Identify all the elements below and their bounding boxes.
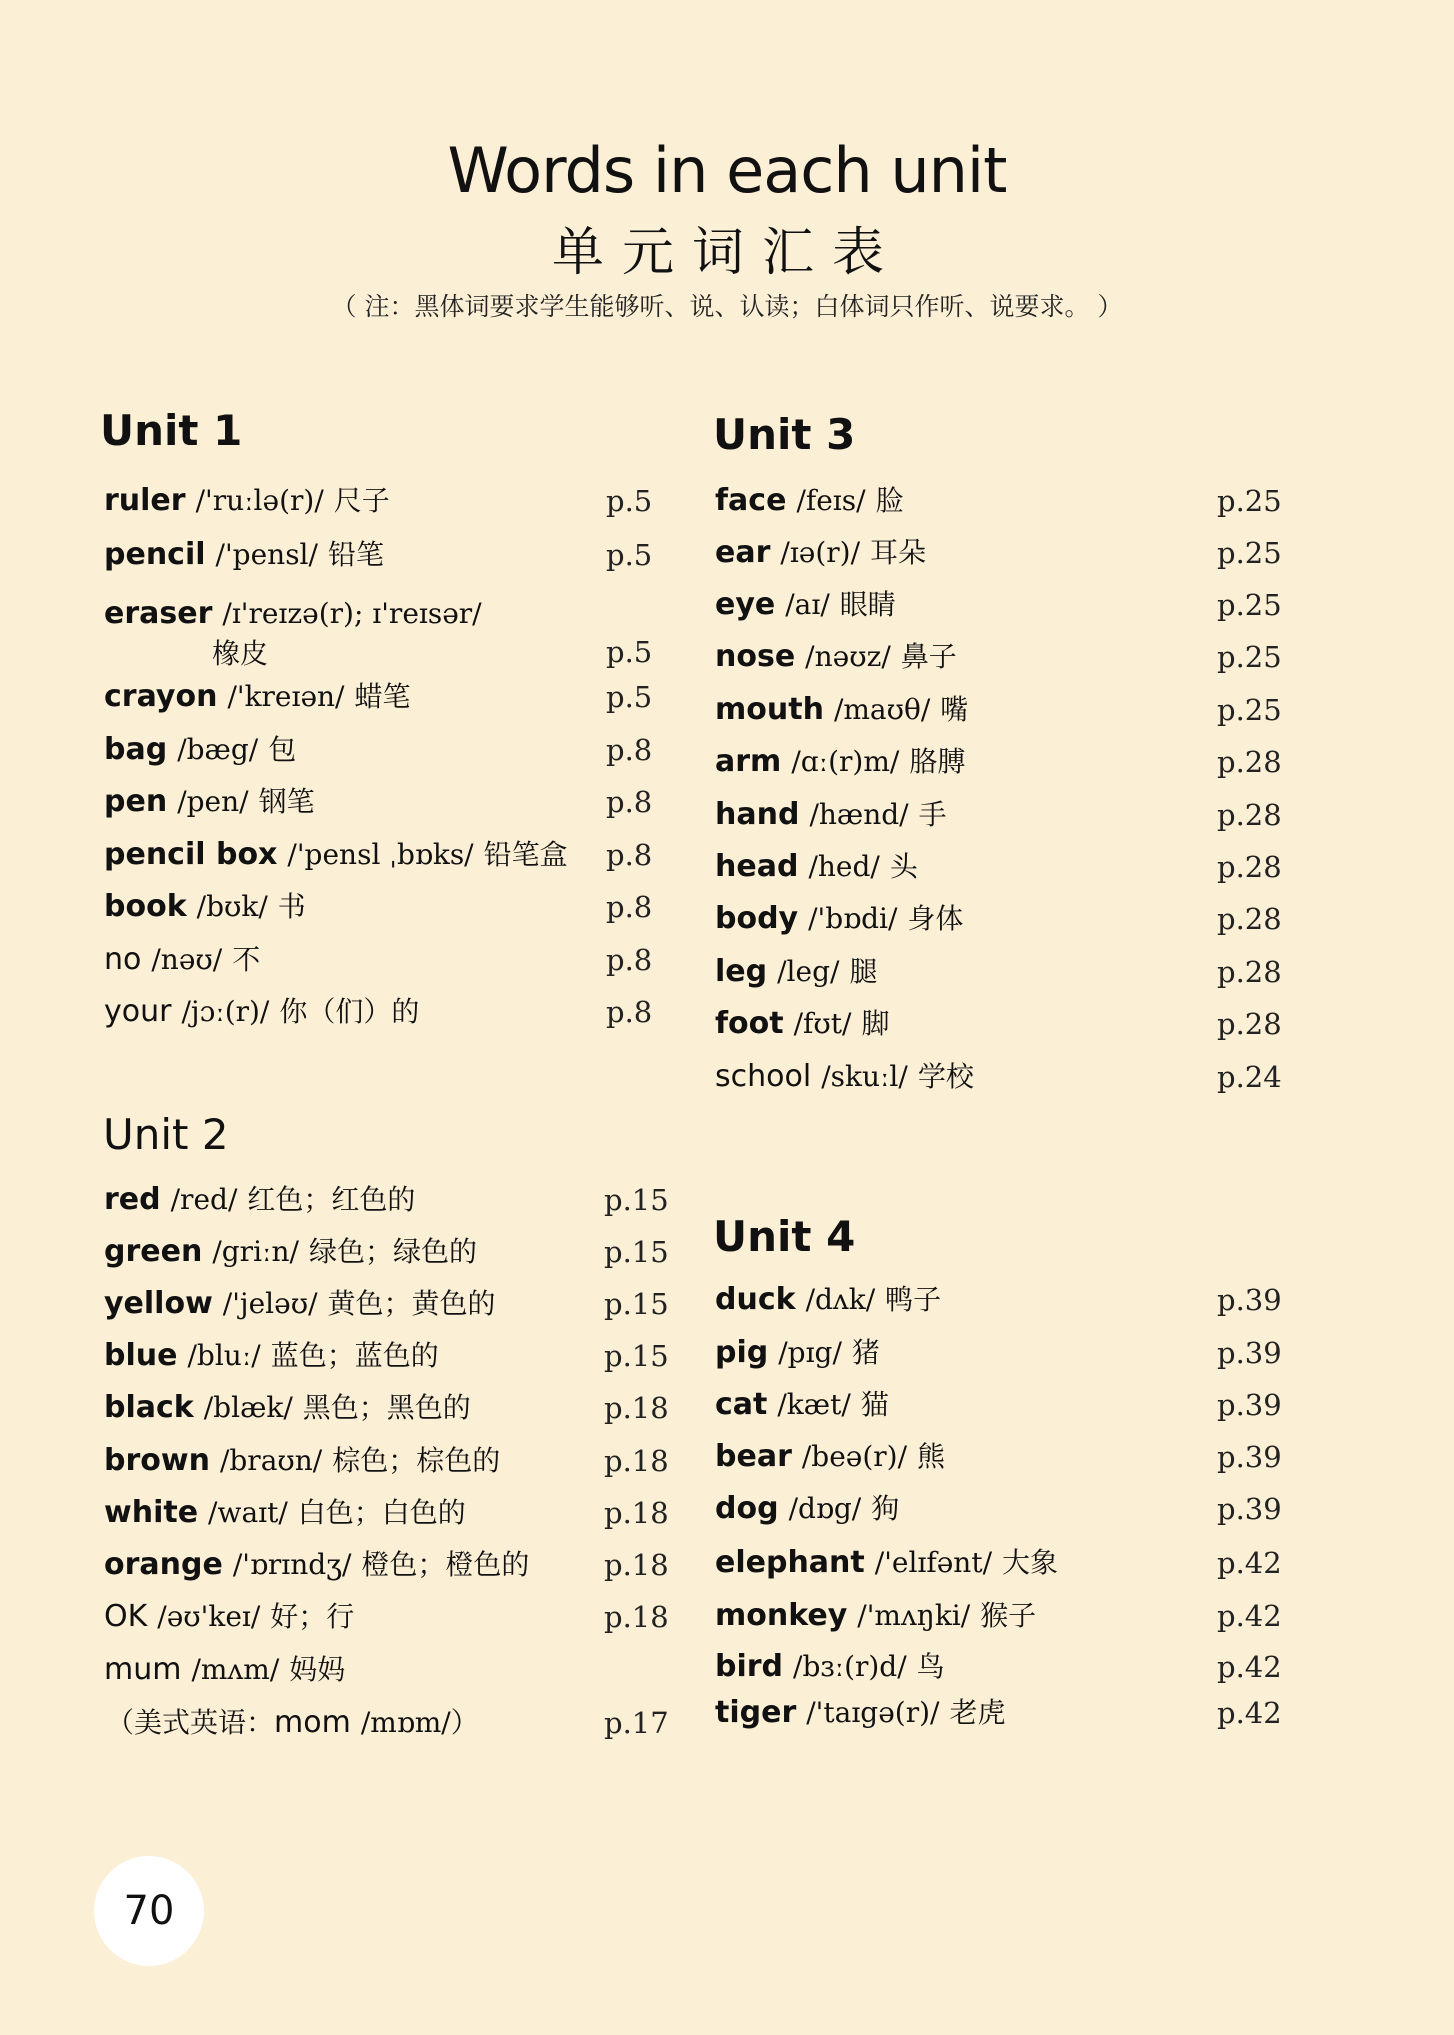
vocab-phonetic: /pɪg/ xyxy=(778,1336,842,1369)
list-item xyxy=(104,1441,684,1481)
vocab-phonetic: /hænd/ xyxy=(809,798,909,831)
list-item xyxy=(715,899,1282,939)
vocab-word: OK xyxy=(104,1599,148,1634)
list-item xyxy=(104,1388,684,1428)
vocab-meaning: 包 xyxy=(268,733,297,766)
page-subtitle: 单元词汇表 xyxy=(551,223,902,283)
vocab-phonetic: /blæk/ xyxy=(203,1391,293,1424)
vocab-meaning: 妈妈 xyxy=(289,1653,346,1686)
vocab-phonetic: /dʌk/ xyxy=(805,1283,876,1316)
list-item xyxy=(104,1336,684,1376)
vocab-word: mum xyxy=(104,1652,182,1687)
vocab-word: foot xyxy=(715,1006,784,1041)
vocab-word: head xyxy=(715,849,799,884)
list-item xyxy=(104,535,664,575)
list-item xyxy=(104,1597,684,1637)
unit-4-heading: Unit 4 xyxy=(713,1212,856,1261)
vocab-phonetic: /nəʊz/ xyxy=(805,640,891,673)
vocab-phonetic: /fʊt/ xyxy=(793,1007,852,1040)
vocab-page-ref: p.28 xyxy=(1217,850,1282,884)
vocab-phonetic: /hed/ xyxy=(808,850,880,883)
vocab-phonetic: /mʌm/ xyxy=(191,1653,280,1686)
vocab-word: cat xyxy=(715,1387,768,1422)
vocab-page-ref: p.39 xyxy=(1217,1492,1282,1526)
vocab-page-ref: p.8 xyxy=(606,733,653,767)
vocab-page-ref: p.18 xyxy=(604,1391,669,1425)
vocab-phonetic: /dɒg/ xyxy=(788,1492,862,1525)
list-item xyxy=(715,1693,1282,1733)
vocab-word: your xyxy=(104,994,172,1029)
vocab-word: crayon xyxy=(104,679,218,714)
vocab-word: face xyxy=(715,483,787,518)
vocab-meaning: 蓝色；蓝色的 xyxy=(270,1339,439,1372)
vocab-phonetic: /nəʊ/ xyxy=(151,943,223,976)
vocab-phonetic: /beə(r)/ xyxy=(801,1440,908,1473)
vocab-meaning: 橡皮 xyxy=(212,637,269,670)
vocab-page-ref: p.42 xyxy=(1217,1696,1282,1730)
vocab-word: pen xyxy=(104,784,168,819)
list-item xyxy=(104,1180,684,1220)
vocab-phonetic: /'bɒdi/ xyxy=(808,902,898,935)
vocab-phonetic: /'ruːlə(r)/ xyxy=(195,484,324,517)
vocab-meaning: 头 xyxy=(889,850,918,883)
vocab-word: eraser xyxy=(104,596,213,631)
vocab-word: mouth xyxy=(715,692,824,727)
list-item xyxy=(715,1543,1282,1583)
vocab-phonetic: /pen/ xyxy=(177,785,249,818)
vocab-page-ref: p.25 xyxy=(1217,588,1282,622)
page-number: 70 xyxy=(94,1856,204,1966)
vocab-word: dog xyxy=(715,1491,779,1526)
vocab-word: white xyxy=(104,1495,199,1530)
vocab-page-ref: p.28 xyxy=(1217,745,1282,779)
vocab-word: brown xyxy=(104,1443,210,1478)
vocab-word: green xyxy=(104,1234,203,1269)
vocab-page-ref: p.39 xyxy=(1217,1283,1282,1317)
vocab-phonetic: /'pensl/ xyxy=(215,538,318,571)
vocab-phonetic: /bɜː(r)d/ xyxy=(793,1650,907,1683)
list-item xyxy=(104,992,664,1032)
list-item xyxy=(715,690,1282,730)
list-item xyxy=(715,1333,1282,1373)
vocab-meaning: 狗 xyxy=(871,1492,900,1525)
vocab-page-ref: p.18 xyxy=(604,1548,669,1582)
vocab-meaning: 耳朵 xyxy=(870,536,927,569)
list-item xyxy=(104,835,664,875)
vocab-meaning: 白色；白色的 xyxy=(297,1496,466,1529)
vocab-meaning: 铅笔盒 xyxy=(483,838,568,871)
vocab-word: pencil box xyxy=(104,837,278,872)
vocab-meaning: 腿 xyxy=(849,955,878,988)
vocab-page-ref: p.15 xyxy=(604,1287,669,1321)
vocab-page-ref: p.5 xyxy=(606,635,653,669)
vocab-meaning: 鸭子 xyxy=(885,1283,942,1316)
vocab-page-ref: p.39 xyxy=(1217,1440,1282,1474)
vocab-meaning: 脚 xyxy=(861,1007,890,1040)
list-item xyxy=(104,677,664,717)
unit-2-heading: Unit 2 xyxy=(103,1110,229,1159)
vocab-word: book xyxy=(104,889,187,924)
usage-note: （ 注：黑体词要求学生能够听、说、认读；白体词只作听、说要求。 ） xyxy=(331,292,1123,321)
vocab-phonetic: /'kreɪən/ xyxy=(227,680,345,713)
vocab-meaning: 学校 xyxy=(917,1060,974,1093)
vocab-meaning: 老虎 xyxy=(949,1696,1006,1729)
vocab-meaning: 绿色；绿色的 xyxy=(308,1235,477,1268)
vocab-phonetic: /leg/ xyxy=(777,955,840,988)
vocab-page-ref: p.25 xyxy=(1217,693,1282,727)
vocab-meaning: 橙色；橙色的 xyxy=(361,1548,530,1581)
vocab-page-ref: p.42 xyxy=(1217,1650,1282,1684)
list-item xyxy=(715,1437,1282,1477)
vocab-phonetic: /kæt/ xyxy=(777,1388,851,1421)
vocab-meaning: 黄色；黄色的 xyxy=(327,1287,496,1320)
vocab-page-ref: p.28 xyxy=(1217,1007,1282,1041)
vocab-phonetic: /griːn/ xyxy=(212,1235,299,1268)
list-item xyxy=(715,1596,1282,1636)
vocab-page-ref: p.8 xyxy=(606,890,653,924)
vocab-phonetic: /braʊn/ xyxy=(219,1444,323,1477)
list-item xyxy=(715,1489,1282,1529)
vocab-word: leg xyxy=(715,954,768,989)
list-item xyxy=(104,594,664,670)
vocab-word: pencil xyxy=(104,537,206,572)
vocab-phonetic: /jɔː(r)/ xyxy=(181,995,270,1028)
mom-phonetic: /mɒm/ xyxy=(360,1706,451,1739)
list-item xyxy=(715,1385,1282,1425)
list-item xyxy=(715,585,1282,625)
vocab-phonetic: /əʊ'keɪ/ xyxy=(157,1600,261,1633)
vocab-word: nose xyxy=(715,639,796,674)
vocab-page-ref: p.5 xyxy=(606,680,653,714)
mom-note-prefix: （美式英语： xyxy=(106,1706,275,1739)
vocab-page-ref: p.18 xyxy=(604,1496,669,1530)
vocab-page-ref: p.8 xyxy=(606,838,653,872)
vocab-phonetic: /feɪs/ xyxy=(796,484,866,517)
vocab-meaning: 不 xyxy=(232,943,261,976)
vocab-meaning: 手 xyxy=(918,798,947,831)
vocab-page-ref: p.5 xyxy=(606,484,653,518)
vocab-phonetic: /waɪt/ xyxy=(208,1496,288,1529)
vocab-phonetic: /ɑː(r)m/ xyxy=(791,745,900,778)
vocab-word: ear xyxy=(715,535,771,570)
vocab-page-ref: p.42 xyxy=(1217,1599,1282,1633)
vocab-page-ref: p.8 xyxy=(606,995,653,1029)
vocab-page-ref: p.25 xyxy=(1217,536,1282,570)
list-item xyxy=(104,730,664,770)
unit-3-heading: Unit 3 xyxy=(713,410,856,459)
vocab-meaning: 鸟 xyxy=(916,1650,945,1683)
vocab-phonetic: /'jeləʊ/ xyxy=(222,1287,318,1320)
vocab-meaning: 钢笔 xyxy=(258,785,315,818)
vocab-meaning: 棕色；棕色的 xyxy=(332,1444,501,1477)
vocab-page-ref: p.8 xyxy=(606,785,653,819)
vocab-page-ref: p.8 xyxy=(606,943,653,977)
vocab-phonetic: /maʊθ/ xyxy=(833,693,931,726)
vocab-word: bag xyxy=(104,732,168,767)
vocab-phonetic: /'taɪgə(r)/ xyxy=(806,1696,940,1729)
vocab-word: elephant xyxy=(715,1545,865,1580)
list-item xyxy=(715,533,1282,573)
list-item xyxy=(715,637,1282,677)
list-item xyxy=(715,795,1282,835)
vocab-phonetic: /red/ xyxy=(170,1183,238,1216)
vocab-meaning: 脸 xyxy=(875,484,904,517)
vocab-meaning: 胳膊 xyxy=(909,745,966,778)
list-item xyxy=(104,481,664,521)
vocab-page-ref: p.15 xyxy=(604,1183,669,1217)
vocab-meaning: 好；行 xyxy=(270,1600,355,1633)
mom-note-suffix: ） xyxy=(450,1706,479,1739)
vocab-phonetic: /skuːl/ xyxy=(821,1060,908,1093)
unit-1-heading: Unit 1 xyxy=(100,406,243,455)
vocab-meaning: 猪 xyxy=(851,1336,880,1369)
list-item xyxy=(715,1280,1282,1320)
vocab-phonetic: /ɪə(r)/ xyxy=(780,536,861,569)
vocab-page-ref: p.28 xyxy=(1217,902,1282,936)
mom-page-ref: p.17 xyxy=(604,1706,669,1740)
vocab-meaning: 铅笔 xyxy=(327,538,384,571)
vocab-meaning: 猴子 xyxy=(980,1599,1037,1632)
page-title: Words in each unit xyxy=(447,134,1007,207)
vocab-word: eye xyxy=(715,587,776,622)
vocab-meaning: 尺子 xyxy=(333,484,390,517)
list-item xyxy=(104,940,664,980)
list-item xyxy=(104,887,664,927)
vocab-word: ruler xyxy=(104,483,186,518)
vocab-page-ref: p.39 xyxy=(1217,1336,1282,1370)
vocab-phonetic: /bæg/ xyxy=(177,733,259,766)
vocab-phonetic: /ɪ'reɪzə(r); ɪ'reɪsər/ xyxy=(222,597,482,630)
vocab-word: orange xyxy=(104,1547,223,1582)
vocab-page-ref: p.25 xyxy=(1217,640,1282,674)
list-item xyxy=(104,1284,684,1324)
vocab-phonetic: /'pensl ˌbɒks/ xyxy=(287,838,474,871)
list-item xyxy=(104,1650,684,1690)
vocab-word: school xyxy=(715,1059,812,1094)
vocab-page-ref: p.28 xyxy=(1217,955,1282,989)
list-item xyxy=(715,1647,1282,1687)
vocab-meaning: 书 xyxy=(277,890,306,923)
vocab-phonetic: /'elɪfənt/ xyxy=(874,1546,993,1579)
vocab-meaning: 眼睛 xyxy=(839,588,896,621)
list-item xyxy=(715,952,1282,992)
mom-word: mom xyxy=(274,1705,351,1740)
vocab-meaning: 你（们）的 xyxy=(279,995,420,1028)
vocab-word: duck xyxy=(715,1282,796,1317)
vocab-meaning: 熊 xyxy=(917,1440,946,1473)
vocab-word: blue xyxy=(104,1338,178,1373)
list-item xyxy=(715,742,1282,782)
list-item xyxy=(104,1232,684,1272)
vocab-meaning: 大象 xyxy=(1002,1546,1059,1579)
vocab-phonetic: /'ɒrɪndʒ/ xyxy=(232,1548,352,1581)
vocab-meaning: 黑色；黑色的 xyxy=(302,1391,471,1424)
vocab-page-ref: p.25 xyxy=(1217,484,1282,518)
vocab-word: pig xyxy=(715,1335,769,1370)
list-item xyxy=(104,1545,684,1585)
vocab-meaning: 蜡笔 xyxy=(354,680,411,713)
vocab-word: arm xyxy=(715,744,782,779)
vocab-meaning: 鼻子 xyxy=(900,640,957,673)
vocab-meaning: 猫 xyxy=(860,1388,889,1421)
list-item xyxy=(715,847,1282,887)
vocab-meaning: 嘴 xyxy=(940,693,969,726)
vocab-page-ref: p.18 xyxy=(604,1444,669,1478)
list-item xyxy=(715,1004,1282,1044)
vocab-word: black xyxy=(104,1390,194,1425)
vocab-phonetic: /bʊk/ xyxy=(196,890,268,923)
vocab-page-ref: p.24 xyxy=(1217,1060,1282,1094)
vocab-word: yellow xyxy=(104,1286,213,1321)
vocab-word: body xyxy=(715,901,799,936)
list-item xyxy=(715,1057,1282,1097)
vocab-meaning: 身体 xyxy=(907,902,964,935)
vocab-page-ref: p.28 xyxy=(1217,798,1282,832)
list-item xyxy=(104,782,664,822)
vocab-word: tiger xyxy=(715,1695,797,1730)
vocab-page-ref: p.15 xyxy=(604,1339,669,1373)
vocab-page-ref: p.15 xyxy=(604,1235,669,1269)
vocab-page-ref: p.39 xyxy=(1217,1388,1282,1422)
list-item xyxy=(106,1703,669,1743)
vocab-word: bird xyxy=(715,1649,784,1684)
vocab-page-ref: p.5 xyxy=(606,538,653,572)
vocab-phonetic: /aɪ/ xyxy=(785,588,830,621)
vocab-page-ref: p.42 xyxy=(1217,1546,1282,1580)
vocab-page-ref: p.18 xyxy=(604,1600,669,1634)
vocab-word: hand xyxy=(715,797,800,832)
vocab-word: no xyxy=(104,942,142,977)
vocab-word: red xyxy=(104,1182,161,1217)
vocab-phonetic: /'mʌŋki/ xyxy=(857,1599,971,1632)
vocab-meaning: 红色；红色的 xyxy=(247,1183,416,1216)
list-item xyxy=(104,1493,684,1533)
list-item xyxy=(715,481,1282,521)
vocab-word: monkey xyxy=(715,1598,848,1633)
vocab-phonetic: /bluː/ xyxy=(187,1339,261,1372)
vocab-word: bear xyxy=(715,1439,792,1474)
